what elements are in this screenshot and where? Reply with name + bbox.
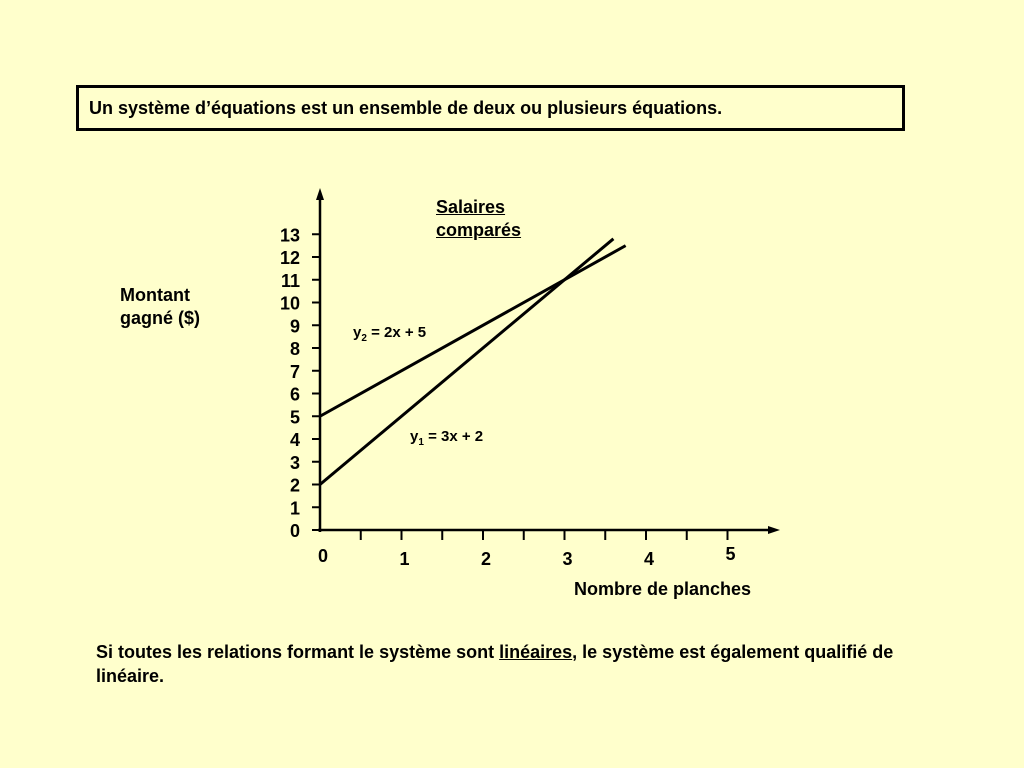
eq-y1-rest: = 3x + 2 [423, 428, 484, 445]
note-text [96, 640, 916, 688]
equation-y2-label [353, 324, 426, 344]
note-before: Si toutes les relations formant le système sont [96, 642, 500, 662]
eq-y1-main: y [410, 428, 419, 445]
y-tick-label: 4 [289, 430, 300, 450]
eq-y2-sub: 2 [361, 333, 367, 344]
equation-y1-label [410, 428, 483, 448]
chart-title [436, 196, 521, 242]
chart-title-line2: comparés [436, 220, 522, 240]
x-axis-label: Nombre de planches [574, 579, 752, 599]
x-tick-label: 2 [480, 549, 492, 569]
y-tick-label: 6 [289, 384, 300, 405]
y-tick-label: 1 [289, 498, 300, 519]
y-axis-label-line2: gagné ($) [120, 308, 201, 328]
eq-y2-main: y [353, 324, 362, 341]
y-tick-label: 2 [289, 475, 300, 496]
chart-title-line1: Salaires [436, 197, 506, 217]
y-tick-label: 11 [280, 270, 300, 291]
y-axis-arrow-icon [316, 188, 324, 200]
y-tick-label: 13 [279, 225, 300, 246]
x-tick-label: 4 [643, 549, 655, 569]
y-axis-label-line1: Montant [120, 285, 190, 305]
y-tick-label: 9 [289, 316, 300, 337]
y-tick-label: 8 [289, 339, 300, 359]
y-tick-label: 12 [279, 248, 300, 268]
eq-y1-sub: 1 [418, 437, 424, 448]
note-after: , le système est également qualifié de linéaire. [96, 642, 894, 686]
x-tick-label: 0 [317, 546, 329, 566]
x-tick-label: 5 [725, 544, 736, 564]
y-tick-label: 10 [279, 293, 300, 314]
x-tick-label: 1 [399, 549, 410, 569]
x-axis-arrow-icon [768, 526, 780, 534]
eq-y2-rest: = 2x + 5 [366, 324, 427, 341]
x-tick-label: 3 [562, 549, 573, 569]
y-axis-label [120, 284, 200, 330]
y-tick-label: 5 [289, 407, 300, 428]
definition-text: Un système d’équations est un ensemble de deux ou plusieurs équations. [89, 98, 723, 118]
y-tick-label: 0 [289, 521, 300, 541]
y-tick-label: 7 [289, 361, 300, 382]
note-emphasis: linéaires [499, 642, 573, 662]
y-tick-label: 3 [289, 452, 300, 473]
